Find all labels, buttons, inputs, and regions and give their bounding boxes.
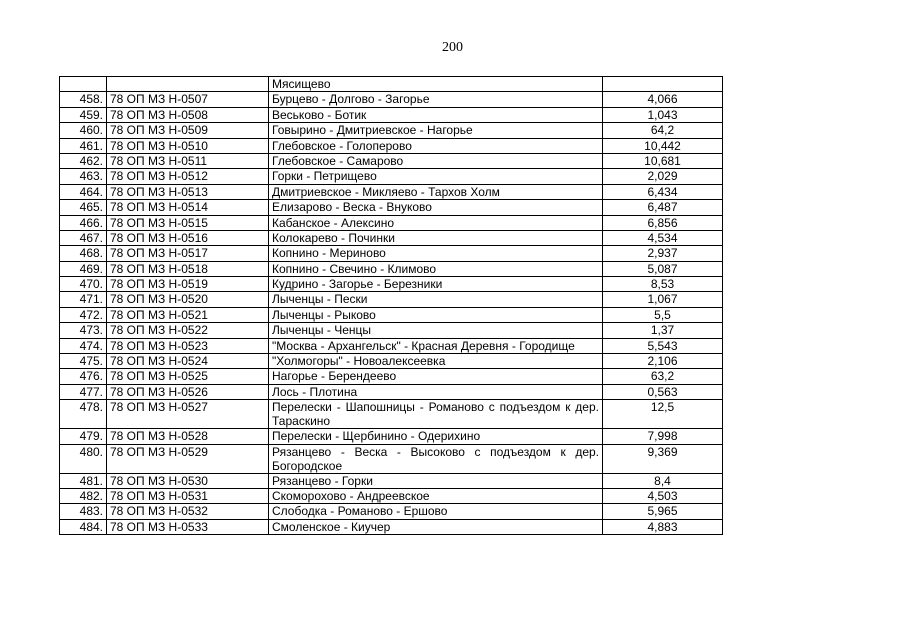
row-number: 469.	[60, 261, 107, 276]
table-row	[60, 384, 723, 399]
table-row	[60, 369, 723, 384]
road-code: 78 ОП МЗ Н-0518	[107, 261, 269, 276]
road-length: 63,2	[603, 369, 723, 384]
road-code: 78 ОП МЗ Н-0509	[107, 123, 269, 138]
row-number: 470.	[60, 277, 107, 292]
road-name: Лыченцы - Ченцы	[269, 323, 603, 338]
road-code: 78 ОП МЗ Н-0521	[107, 307, 269, 322]
road-name: Перелески - Щербинино - Одерихино	[269, 429, 603, 444]
table-row	[60, 77, 723, 92]
road-length: 1,043	[603, 107, 723, 122]
road-code: 78 ОП МЗ Н-0532	[107, 504, 269, 519]
road-length: 2,106	[603, 354, 723, 369]
road-length: 4,534	[603, 230, 723, 245]
row-number: 481.	[60, 473, 107, 488]
road-name: Кабанское - Алексино	[269, 215, 603, 230]
road-code: 78 ОП МЗ Н-0513	[107, 184, 269, 199]
row-number: 471.	[60, 292, 107, 307]
table-row	[60, 354, 723, 369]
table-row	[60, 519, 723, 534]
road-code: 78 ОП МЗ Н-0516	[107, 230, 269, 245]
road-code: 78 ОП МЗ Н-0515	[107, 215, 269, 230]
road-length: 6,487	[603, 200, 723, 215]
road-length: 2,029	[603, 169, 723, 184]
road-length: 1,37	[603, 323, 723, 338]
row-number: 465.	[60, 200, 107, 215]
table-row	[60, 200, 723, 215]
row-number: 478.	[60, 400, 107, 429]
table-row	[60, 488, 723, 503]
row-number: 463.	[60, 169, 107, 184]
row-number: 462.	[60, 153, 107, 168]
road-length: 2,937	[603, 246, 723, 261]
road-code: 78 ОП МЗ Н-0528	[107, 429, 269, 444]
road-code: 78 ОП МЗ Н-0522	[107, 323, 269, 338]
road-code: 78 ОП МЗ Н-0520	[107, 292, 269, 307]
road-name: Рязанцево - Горки	[269, 473, 603, 488]
row-number: 472.	[60, 307, 107, 322]
road-code: 78 ОП МЗ Н-0512	[107, 169, 269, 184]
road-code: 78 ОП МЗ Н-0529	[107, 444, 269, 473]
row-number: 482.	[60, 488, 107, 503]
road-name: Копнино - Свечино - Климово	[269, 261, 603, 276]
road-code: 78 ОП МЗ Н-0511	[107, 153, 269, 168]
road-name: Веськово - Ботик	[269, 107, 603, 122]
table-row	[60, 169, 723, 184]
table-row	[60, 292, 723, 307]
table-row	[60, 400, 723, 429]
road-length: 4,883	[603, 519, 723, 534]
row-number: 475.	[60, 354, 107, 369]
road-name: Елизарово - Веска - Внуково	[269, 200, 603, 215]
road-name: Слободка - Романово - Ершово	[269, 504, 603, 519]
row-number: 476.	[60, 369, 107, 384]
table-row	[60, 138, 723, 153]
row-number: 461.	[60, 138, 107, 153]
road-length: 4,066	[603, 92, 723, 107]
road-name: Лыченцы - Пески	[269, 292, 603, 307]
table-row	[60, 261, 723, 276]
row-number: 460.	[60, 123, 107, 138]
row-number: 468.	[60, 246, 107, 261]
table-row	[60, 323, 723, 338]
road-length: 8,53	[603, 277, 723, 292]
road-name: Скоморохово - Андреевское	[269, 488, 603, 503]
road-length: 4,503	[603, 488, 723, 503]
road-name: Бурцево - Долгово - Загорье	[269, 92, 603, 107]
road-name: Смоленское - Киучер	[269, 519, 603, 534]
road-name: Кудрино - Загорье - Березники	[269, 277, 603, 292]
page-number: 200	[442, 40, 463, 55]
road-name: Мясищево	[269, 77, 603, 92]
road-length	[603, 77, 723, 92]
road-length: 8,4	[603, 473, 723, 488]
table-row	[60, 246, 723, 261]
road-name: "Холмогоры" - Новоалексеевка	[269, 354, 603, 369]
road-code: 78 ОП МЗ Н-0527	[107, 400, 269, 429]
row-number: 473.	[60, 323, 107, 338]
row-number: 479.	[60, 429, 107, 444]
row-number: 464.	[60, 184, 107, 199]
road-length: 7,998	[603, 429, 723, 444]
road-code: 78 ОП МЗ Н-0533	[107, 519, 269, 534]
table-row	[60, 277, 723, 292]
road-name: Рязанцево - Веска - Высоково с подъездом к дер. Богородское	[269, 444, 603, 473]
road-length: 6,434	[603, 184, 723, 199]
road-length: 5,5	[603, 307, 723, 322]
roads-table	[59, 76, 723, 535]
road-length: 12,5	[603, 400, 723, 429]
row-number: 483.	[60, 504, 107, 519]
road-length: 0,563	[603, 384, 723, 399]
row-number: 477.	[60, 384, 107, 399]
row-number: 474.	[60, 338, 107, 353]
row-number: 458.	[60, 92, 107, 107]
road-code: 78 ОП МЗ Н-0510	[107, 138, 269, 153]
road-name: Глебовское - Голоперово	[269, 138, 603, 153]
road-code	[107, 77, 269, 92]
road-length: 10,442	[603, 138, 723, 153]
road-length: 6,856	[603, 215, 723, 230]
table-row	[60, 184, 723, 199]
road-code: 78 ОП МЗ Н-0525	[107, 369, 269, 384]
table-row	[60, 338, 723, 353]
road-code: 78 ОП МЗ Н-0507	[107, 92, 269, 107]
road-length: 1,067	[603, 292, 723, 307]
road-name: Лыченцы - Рыково	[269, 307, 603, 322]
table-row	[60, 153, 723, 168]
road-name: Глебовское - Самарово	[269, 153, 603, 168]
road-length: 64,2	[603, 123, 723, 138]
table-row	[60, 307, 723, 322]
table-row	[60, 429, 723, 444]
road-code: 78 ОП МЗ Н-0523	[107, 338, 269, 353]
row-number	[60, 77, 107, 92]
road-code: 78 ОП МЗ Н-0526	[107, 384, 269, 399]
table-row	[60, 444, 723, 473]
road-name: Говырино - Дмитриевское - Нагорье	[269, 123, 603, 138]
table-row	[60, 230, 723, 245]
row-number: 484.	[60, 519, 107, 534]
road-length: 5,087	[603, 261, 723, 276]
table-row	[60, 92, 723, 107]
table-row	[60, 215, 723, 230]
road-code: 78 ОП МЗ Н-0530	[107, 473, 269, 488]
road-name: "Москва - Архангельск" - Красная Деревня - Городище	[269, 338, 603, 353]
road-name: Колокарево - Починки	[269, 230, 603, 245]
road-code: 78 ОП МЗ Н-0524	[107, 354, 269, 369]
table-row	[60, 504, 723, 519]
road-code: 78 ОП МЗ Н-0531	[107, 488, 269, 503]
table-row	[60, 473, 723, 488]
road-name: Лось - Плотина	[269, 384, 603, 399]
table-row	[60, 107, 723, 122]
road-name: Дмитриевское - Микляево - Тархов Холм	[269, 184, 603, 199]
road-length: 9,369	[603, 444, 723, 473]
row-number: 467.	[60, 230, 107, 245]
row-number: 466.	[60, 215, 107, 230]
roads-table-body	[60, 77, 723, 535]
road-name: Перелески - Шапошницы - Романово с подъездом к дер. Тараскино	[269, 400, 603, 429]
road-length: 5,965	[603, 504, 723, 519]
road-name: Копнино - Мериново	[269, 246, 603, 261]
road-length: 5,543	[603, 338, 723, 353]
road-code: 78 ОП МЗ Н-0514	[107, 200, 269, 215]
row-number: 480.	[60, 444, 107, 473]
road-name: Горки - Петрищево	[269, 169, 603, 184]
table-row	[60, 123, 723, 138]
road-code: 78 ОП МЗ Н-0517	[107, 246, 269, 261]
road-code: 78 ОП МЗ Н-0519	[107, 277, 269, 292]
road-name: Нагорье - Берендеево	[269, 369, 603, 384]
row-number: 459.	[60, 107, 107, 122]
road-code: 78 ОП МЗ Н-0508	[107, 107, 269, 122]
road-length: 10,681	[603, 153, 723, 168]
